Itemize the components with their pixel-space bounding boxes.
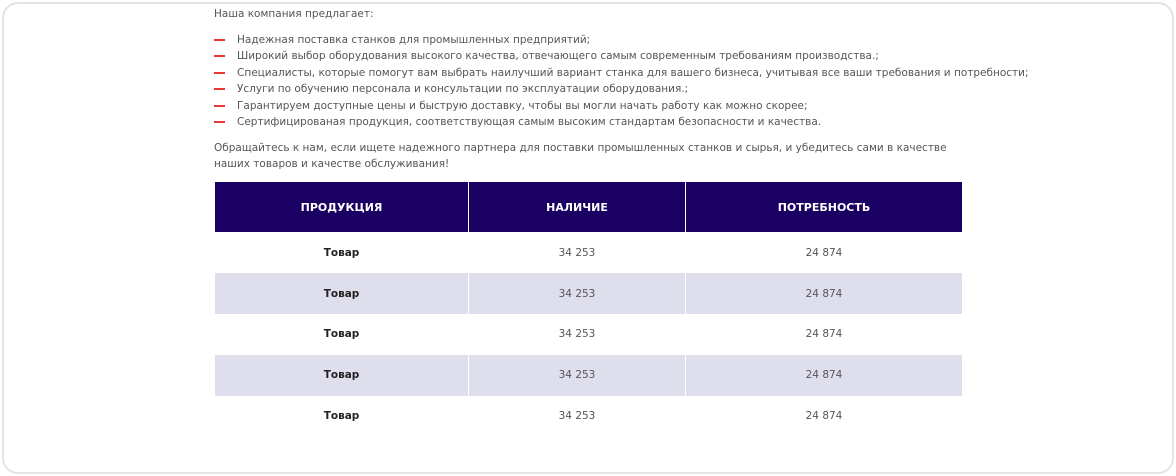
list-item — [214, 114, 962, 130]
dash-bullet-icon — [214, 72, 225, 74]
list-item-text: Гарантируем доступные цены и быструю доставку, чтобы вы могли начать работу как можно скорее; — [237, 99, 808, 112]
cell-demand: 24 874 — [686, 273, 963, 314]
dash-bullet-icon — [214, 55, 225, 57]
list-item — [214, 81, 962, 97]
cell-availability: 34 253 — [469, 232, 686, 273]
cell-availability: 34 253 — [469, 396, 686, 437]
table-row — [215, 396, 963, 437]
cell-availability: 34 253 — [469, 314, 686, 355]
cell-product: Товар — [215, 232, 469, 273]
list-item-text: Услуги по обучению персонала и консультации по эксплуатации оборудования.; — [237, 83, 689, 96]
table-header-row — [215, 182, 963, 232]
products-table — [214, 182, 963, 436]
outro-text: Обращайтесь к нам, если ищете надежного партнера для поставки промышленных станков и сырья, и убедитесь сами в качестве наших товаров и качестве обслуживания! — [214, 142, 947, 171]
cell-availability: 34 253 — [469, 355, 686, 396]
dash-bullet-icon — [214, 39, 225, 41]
cell-product: Товар — [215, 273, 469, 314]
table-row — [215, 314, 963, 355]
cell-product: Товар — [215, 314, 469, 355]
cell-demand: 24 874 — [686, 396, 963, 437]
header-products: ПРОДУКЦИЯ — [215, 182, 469, 232]
intro-text: Наша компания предлагает: — [214, 8, 374, 20]
table-row — [215, 355, 963, 396]
list-item-text: Специалисты, которые помогут вам выбрать наилучший вариант станка для вашего бизнеса, учитывая все ваши требования и потребности; — [237, 66, 1029, 79]
content-area — [214, 7, 1029, 436]
list-item — [214, 98, 962, 114]
dash-bullet-icon — [214, 88, 225, 90]
dash-bullet-icon — [214, 105, 225, 107]
cell-availability: 34 253 — [469, 273, 686, 314]
features-list — [214, 32, 1029, 130]
cell-product: Товар — [215, 355, 469, 396]
table-row — [215, 273, 963, 314]
cell-demand: 24 874 — [686, 232, 963, 273]
dash-bullet-icon — [214, 121, 225, 123]
cell-demand: 24 874 — [686, 355, 963, 396]
header-demand: ПОТРЕБНОСТЬ — [686, 182, 963, 232]
list-item — [214, 48, 962, 64]
list-item — [214, 65, 1029, 81]
header-availability: НАЛИЧИЕ — [469, 182, 686, 232]
table-row — [215, 232, 963, 273]
list-item — [214, 32, 962, 48]
list-item-text: Широкий выбор оборудования высокого качества, отвечающего самым современным требованиям производства.; — [237, 50, 879, 63]
list-item-text: Сертифицированая продукция, соответствующая самым высоким стандартам безопасности и качества. — [237, 116, 822, 129]
cell-product: Товар — [215, 396, 469, 437]
list-item-text: Надежная поставка станков для промышленных предприятий; — [237, 34, 591, 46]
cell-demand: 24 874 — [686, 314, 963, 355]
